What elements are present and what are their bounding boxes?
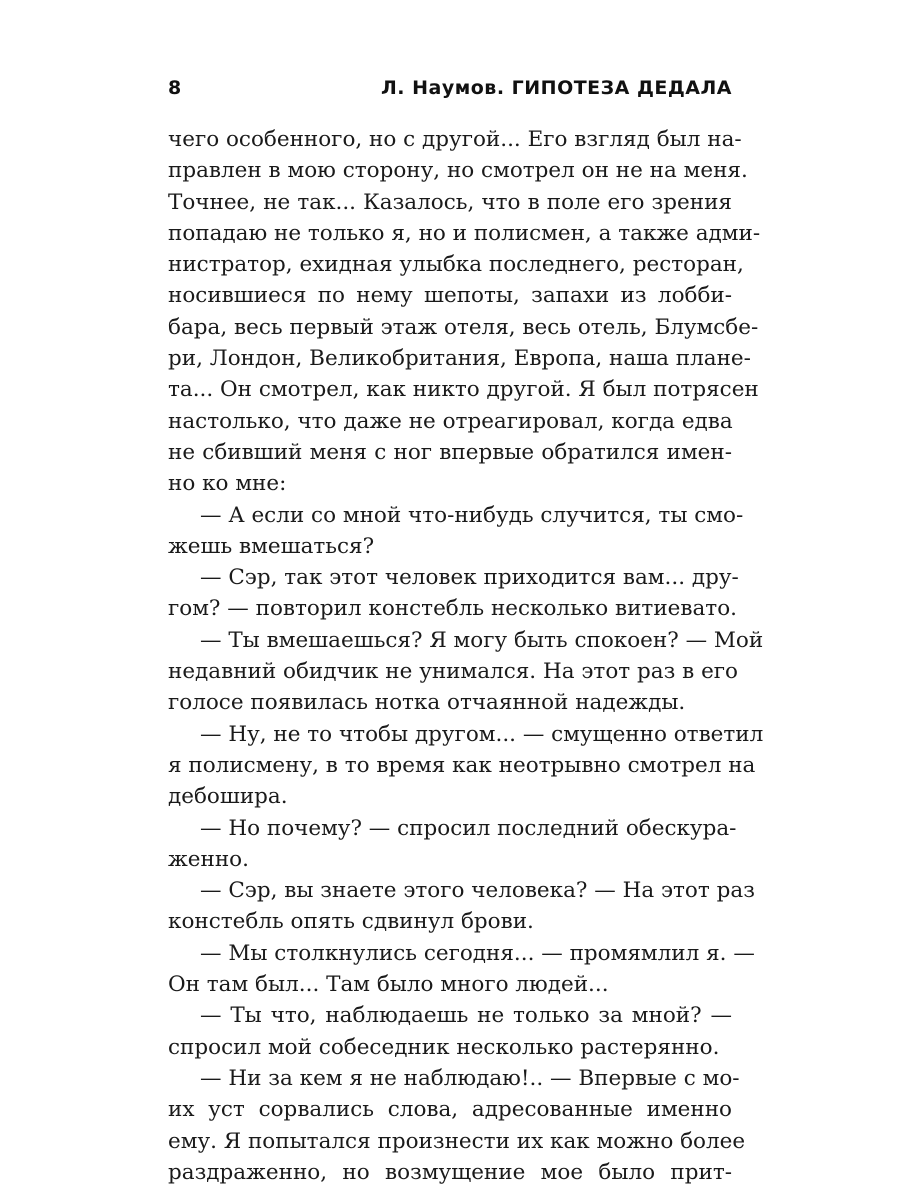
text-line: — А если со мной что-нибудь случится, ты смо-: [200, 502, 744, 528]
text-line: недавний обидчик не унимался. На этот раз в его: [168, 659, 739, 685]
text-line: жешь вмешаться?: [168, 533, 375, 559]
text-line: не сбивший меня с ног впервые обратился имен-: [168, 439, 732, 465]
body-text: [168, 124, 764, 1188]
text-line: раздраженно, но возмущение мое было прит-: [168, 1159, 732, 1185]
running-head: [168, 72, 732, 104]
text-line: голосе появилась нотка отчаянной надежды.: [168, 690, 686, 716]
text-line: гом? — повторил констебль несколько витиевато.: [168, 596, 737, 622]
text-line: бара, весь первый этаж отеля, весь отель, Блумсбе-: [168, 314, 759, 340]
running-title: Л. Наумов. ГИПОТЕЗА ДЕДАЛА: [381, 77, 732, 99]
text-line: ри, Лондон, Великобритания, Европа, наша плане-: [168, 346, 751, 372]
text-line: спросил мой собеседник несколько растерянно.: [168, 1034, 720, 1060]
text-line: — Мы столкнулись сегодня... — промямлил я. —: [200, 940, 755, 966]
text-line: чего особенного, но с другой... Его взгляд был на-: [168, 127, 742, 152]
text-line: — Ни за кем я не наблюдаю!.. — Впервые с мо-: [200, 1065, 740, 1091]
text-line: — Ну, не то чтобы другом... — смущенно ответил: [200, 721, 764, 747]
text-line: констебль опять сдвинул брови.: [168, 909, 534, 935]
text-line: нистратор, ехидная улыбка последнего, ресторан,: [168, 252, 744, 278]
text-line: Он там был... Там было много людей...: [168, 972, 609, 998]
text-line: — Ты что, наблюдаешь не только за мной? —: [200, 1003, 732, 1029]
text-line: но ко мне:: [168, 471, 287, 497]
text-line: правлен в мою сторону, но смотрел он не на меня.: [168, 158, 748, 184]
text-line: та... Он смотрел, как никто другой. Я был потрясен: [168, 377, 759, 403]
text-line: дебошира.: [168, 784, 288, 810]
text-line: носившиеся по нему шепоты, запахи из лобби-: [168, 283, 732, 309]
text-line: ему. Я попытался произнести их как можно более: [168, 1128, 746, 1154]
page-number: 8: [168, 77, 182, 99]
text-line: — Но почему? — спросил последний обескура-: [200, 815, 737, 841]
text-line: — Ты вмешаешься? Я могу быть спокоен? — Мой: [200, 627, 764, 653]
text-line: женно.: [168, 846, 249, 872]
text-line: попадаю не только я, но и полисмен, а также адми-: [168, 220, 761, 246]
text-line: настолько, что даже не отреагировал, когда едва: [168, 408, 733, 434]
text-line: я полисмену, в то время как неотрывно смотрел на: [168, 752, 756, 778]
text-line: их уст сорвались слова, адресованные именно: [168, 1097, 732, 1123]
text-line: — Сэр, так этот человек приходится вам... дру-: [200, 565, 739, 591]
text-line: Точнее, не так... Казалось, что в поле его зрения: [168, 189, 732, 215]
text-line: — Сэр, вы знаете этого человека? — На этот раз: [200, 878, 755, 904]
